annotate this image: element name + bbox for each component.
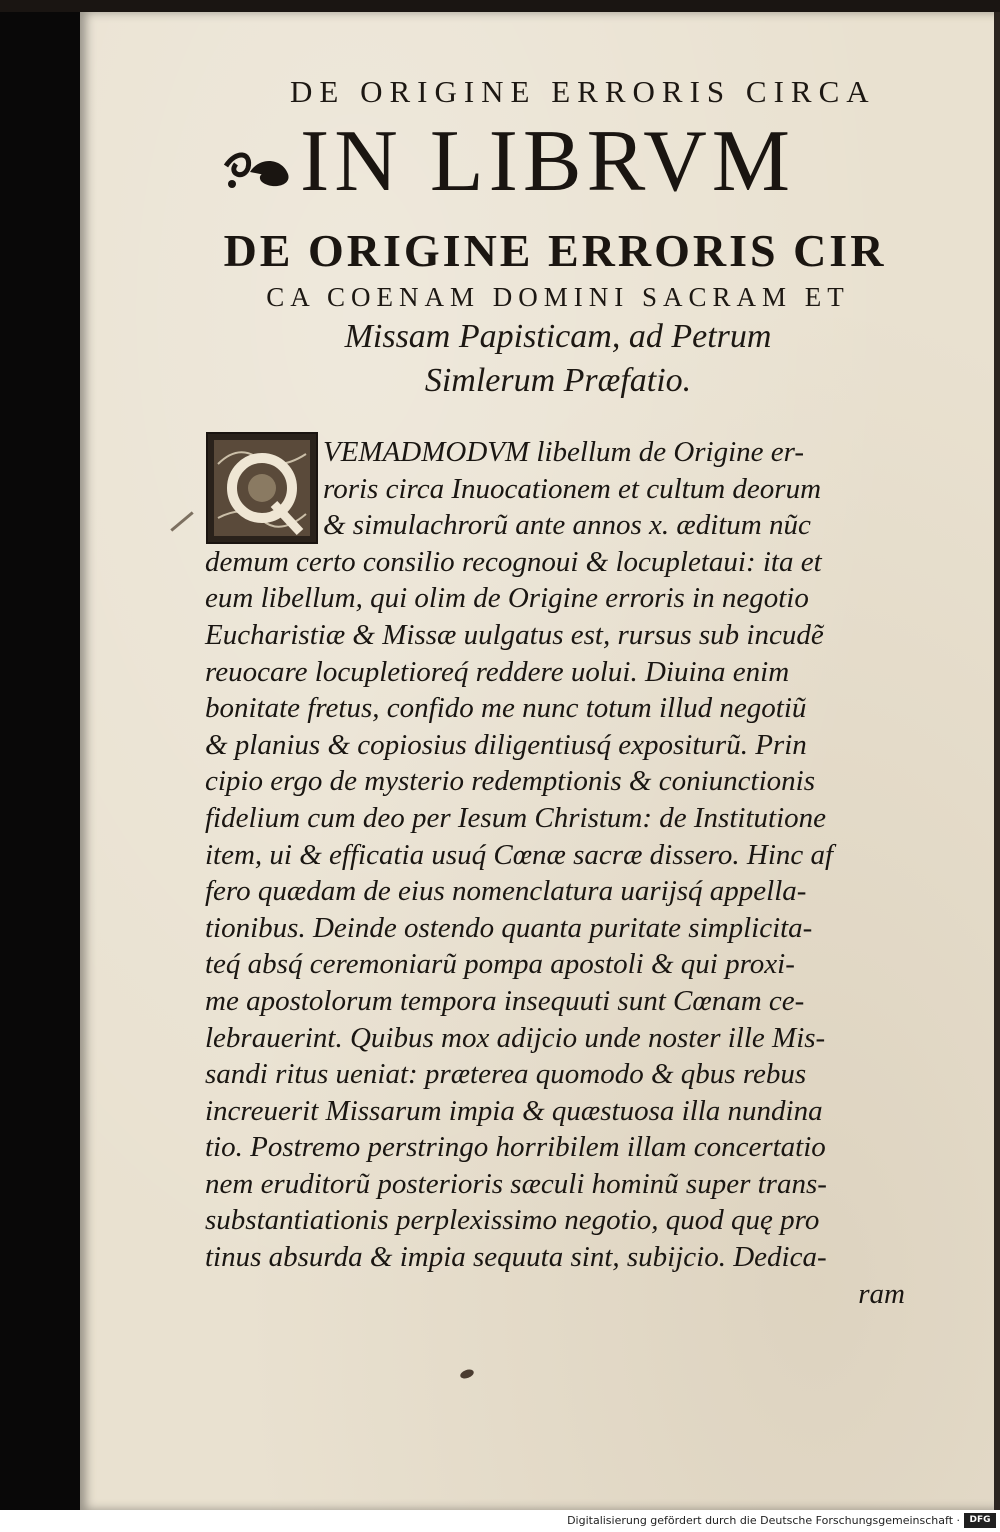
catchword: ram [858,1277,905,1310]
footer-credit: Digitalisierung gefördert durch die Deutsche Forschungsgemeinschaft · [567,1514,960,1527]
body-text [205,434,905,1312]
running-head: DE ORIGINE ERRORIS CIRCA [290,74,876,109]
title-line-5: Simlerum Præfatio. [424,362,692,399]
dfg-logo-icon: DFG [964,1513,996,1528]
title-line-2: DE ORIGINE ERRORIS CIR [223,225,887,276]
body-line: item, ui & efficatia usuq́ Cœnæ sacræ dissero. Hinc af [205,838,834,871]
body-line: me apostolorum tempora insequuti sunt Cœnam ce- [205,984,805,1017]
body-line: tio. Postremo perstringo horribilem illam concertatio [205,1131,826,1164]
title-line-4: Missam Papisticam, ad Petrum [344,318,772,355]
page-edge [994,12,1000,1510]
body-line: fidelium cum deo per Iesum Christum: de Institutione [205,801,826,834]
body-line: nem eruditorũ posterioris sæculi hominũ super trans- [205,1167,827,1200]
body-line: cipio ergo de mysterio redemptionis & coniunctionis [205,765,815,798]
body-line: & planius & copiosius diligentiusq́ expositurũ. Prin [205,728,807,761]
body-line: roris circa Inuocationem et cultum deorum [323,472,822,505]
body-line: sandi ritus ueniat: præterea quomodo & qbus rebus [205,1058,807,1091]
body-line: reuocare locupletioreq́ reddere uolui. Diuina enim [205,655,790,688]
body-line: substantiationis perplexissimo negotio, quod quę pro [205,1204,820,1237]
body-line: Eucharistiæ & Missæ uulgatus est, rursus sub incudẽ [205,618,824,651]
body-line: VEMADMODVM libellum de Origine er- [323,436,805,468]
title-line-3: CA COENAM DOMINI SACRAM ET [266,282,850,312]
body-line: increuerit Missarum impia & quæstuosa illa nundina [205,1094,823,1127]
fleuron-ornament-icon [218,146,298,196]
body-line: demum certo consilio recognoui & locupletaui: ita et [205,545,822,578]
body-line: lebrauerint. Quibus mox adijcio unde noster ille Mis- [205,1021,826,1054]
body-line: fero quædam de eius nomenclatura uarijsq́ appella- [205,875,807,908]
body-line: & simulachrorũ ante annos x. æditum nũc [323,509,811,542]
body-line: tionibus. Deinde ostendo quanta puritate simplicita- [205,911,813,944]
body-line: eum libellum, qui olim de Origine erroris in negotio [205,582,809,615]
scan-border-top [0,0,1000,12]
title-line-1: IN LIBRVM [300,113,796,210]
body-line: bonitate fretus, confido me nunc totum illud negotiũ [205,692,807,725]
scan-border-left [0,0,80,1510]
digitization-footer [0,1510,1000,1532]
body-line: tinus absurda & impia sequuta sint, subijcio. Dedica- [205,1241,827,1274]
body-line: teq́ absq́ ceremoniarũ pompa apostoli & qui proxi- [205,948,795,981]
